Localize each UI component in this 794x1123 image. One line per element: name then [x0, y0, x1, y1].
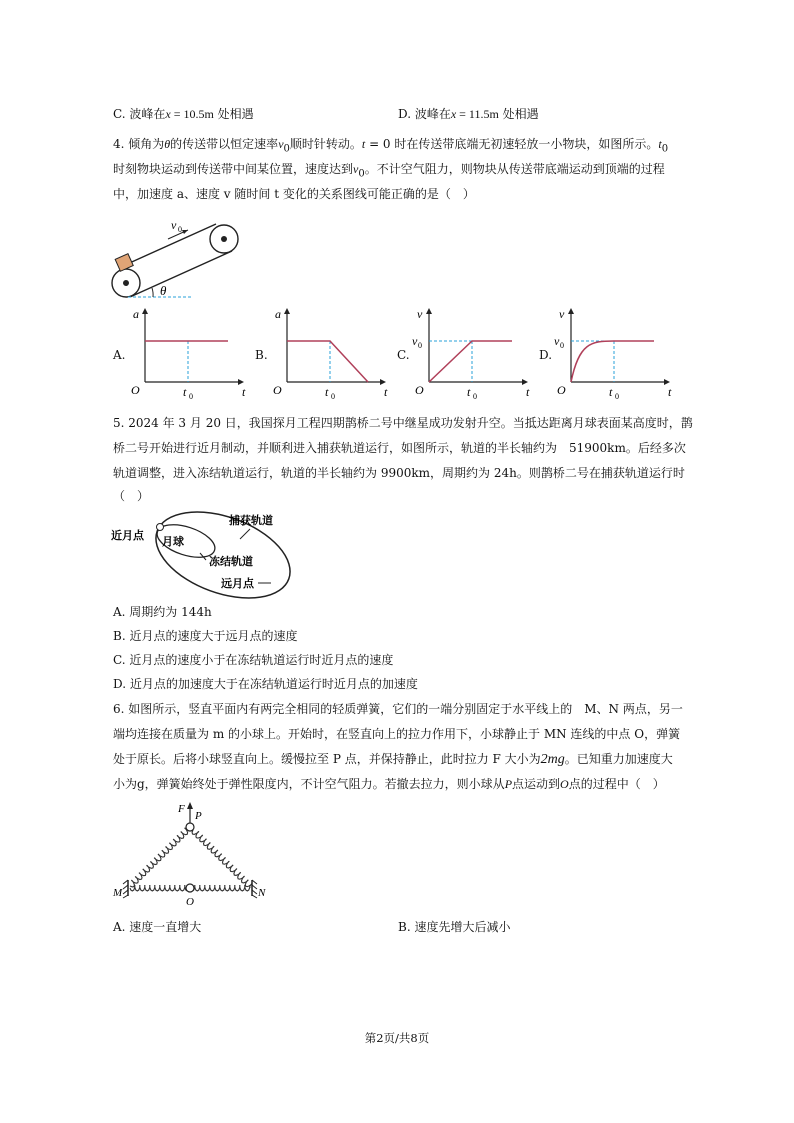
q6-line-3	[113, 752, 673, 767]
q6-line-1: 6. 如图所示，竖直平面内有两完全相同的轻质弹簧，它们的一端分别固定于水平线上的 M、N 两点，另一	[113, 702, 683, 716]
y-label: a	[275, 307, 281, 321]
q5-line-1: 5. 2024 年 3 月 20 日，我国探月工程四期鹊桥二号中继星成功发射升空。当抵达距离月球表面某高度时，鹊	[113, 416, 693, 430]
ball-at-O	[186, 884, 194, 892]
q6-line-2: 端均连接在质量为 m 的小球上。开始时，在竖直向上的拉力作用下，小球静止于 MN 连线的中点 O，弹簧	[113, 727, 681, 741]
q5-option-b: B. 近月点的速度大于远月点的速度	[113, 629, 298, 643]
v-curve	[571, 341, 654, 382]
ball-at-P	[186, 823, 194, 831]
theta: θ	[164, 137, 171, 151]
text: 小为g，弹簧始终处于弹性限度内，不计空气阻力。若撤去拉力，则小球从	[113, 777, 505, 791]
text: 点的过程中（ ）	[568, 777, 665, 791]
q6-line-4	[113, 777, 665, 791]
spring-left	[130, 828, 188, 887]
t0: t	[658, 137, 662, 151]
theta-label: θ	[160, 283, 167, 298]
a-line	[287, 341, 368, 382]
subscript: 0	[661, 143, 669, 155]
origin-label: O	[273, 383, 282, 397]
option-c-q3	[113, 107, 254, 121]
t0-label: t	[609, 385, 613, 399]
text: 处于原长。后将小球竖直向上。缓慢拉至 P 点，并保持静止，此时拉力 F 大小为	[113, 752, 541, 766]
v0-label: v	[554, 334, 560, 348]
moon-label: 月球	[162, 536, 184, 548]
label-O: O	[186, 896, 194, 908]
subscript: 0	[283, 143, 290, 155]
var-x: x	[165, 107, 171, 121]
near-label: 近月点	[111, 530, 144, 542]
angle-arc	[152, 288, 153, 297]
t: t	[361, 137, 366, 151]
q5-option-a: A. 周期约为 144h	[113, 605, 212, 619]
x-label: t	[242, 385, 246, 399]
origin-label: O	[131, 383, 140, 397]
t0-label: t	[325, 385, 329, 399]
t0-label: t	[467, 385, 471, 399]
origin-label: O	[557, 383, 566, 397]
option-d-q3	[398, 107, 539, 121]
t0-sub: 0	[189, 392, 193, 401]
origin-label: O	[415, 383, 424, 397]
text: 的传送带以恒定速率	[170, 137, 279, 151]
option-label: D.	[539, 348, 553, 362]
q5-option-c: C. 近月点的速度小于在冻结轨道运行时近月点的速度	[113, 653, 394, 667]
text: 时刻物块运动到传送带中间某位置，速度达到	[113, 162, 354, 176]
x-label: t	[384, 385, 388, 399]
q4-line-3: 中，加速度 a、速度 v 随时间 t 变化的关系图线可能正确的是（ ）	[113, 187, 475, 201]
option-tail: 处相遇	[213, 107, 254, 121]
q5-line-4: （ ）	[113, 489, 150, 503]
point-p: P	[504, 777, 513, 791]
label-F: F	[178, 803, 185, 815]
force-value: 2mg	[540, 752, 565, 767]
page-footer: 第2页/共8页	[364, 1031, 430, 1045]
q6-option-b: B. 速度先增大后减小	[398, 920, 511, 934]
y-arrow	[426, 308, 432, 314]
y-label: v	[559, 307, 565, 321]
q5-line-3: 轨道调整，进入冻结轨道运行，轨道的半长轴约为 9900km，周期约为 24h。则鹊桥二号在捕获轨道运行时	[113, 466, 685, 480]
frozen-label: 冻结轨道	[209, 556, 253, 568]
q6-option-a: A. 速度一直增大	[113, 920, 202, 934]
text: 点运动到	[512, 777, 561, 791]
x-label: t	[668, 385, 672, 399]
subscript: 0	[358, 168, 365, 180]
v0-sub: 0	[178, 225, 182, 234]
option-text: C. 波峰在	[113, 107, 166, 121]
capture-orbit	[144, 495, 302, 614]
graph-svg	[267, 306, 397, 401]
y-arrow	[284, 308, 290, 314]
option-label: A.	[113, 348, 126, 362]
v0-label: v	[171, 218, 177, 232]
graph-svg	[409, 306, 539, 401]
spring-figure	[108, 800, 278, 910]
capture-label: 捕获轨道	[229, 515, 273, 527]
text: 4. 倾角为	[113, 137, 165, 151]
q4-line-2	[113, 162, 665, 181]
v0: v	[353, 162, 359, 176]
value: = 11.5m	[456, 107, 499, 121]
block	[115, 254, 133, 272]
text: 顺时针转动。	[289, 137, 362, 151]
text: 。不计空气阻力，则物块从传送带底端运动到顶端的过程	[364, 162, 665, 176]
pulley-axle	[221, 236, 227, 242]
t0-sub: 0	[331, 392, 335, 401]
y-label: v	[417, 307, 423, 321]
text: 。已知重力加速度大	[564, 752, 673, 766]
y-label: a	[133, 307, 139, 321]
v0-sub: 0	[418, 341, 422, 350]
t0-label: t	[183, 385, 187, 399]
option-tail: 处相遇	[498, 107, 539, 121]
t0-sub: 0	[473, 392, 477, 401]
orbit-figure	[108, 503, 298, 603]
pulley-axle	[123, 280, 129, 286]
q5-line-2: 桥二号开始进行近月制动，并顺利进入捕获轨道运行，如图所示，轨道的半长轴约为 51900km。后经多次	[113, 441, 686, 455]
t0-sub: 0	[615, 392, 619, 401]
label-M: M	[113, 887, 123, 899]
v0: v	[278, 137, 284, 151]
text: = 0 时在传送带底端无初速轻放一小物块，如图所示。	[365, 137, 659, 151]
v0-sub: 0	[560, 341, 564, 350]
far-label: 远月点	[221, 578, 254, 590]
conveyor-belt-figure	[108, 215, 248, 305]
option-text: D. 波峰在	[398, 107, 451, 121]
q5-option-d: D. 近月点的加速度大于在冻结轨道运行时近月点的加速度	[113, 677, 418, 691]
y-arrow	[142, 308, 148, 314]
option-label: C.	[397, 348, 410, 362]
point-o: O	[560, 777, 569, 791]
graph-svg	[551, 306, 681, 401]
value: = 10.5m	[170, 107, 214, 121]
belt-bottom	[130, 251, 232, 297]
arrow-head	[187, 802, 193, 809]
moon-dot	[157, 524, 164, 531]
var-x: x	[450, 107, 457, 121]
x-label: t	[526, 385, 530, 399]
label-N: N	[258, 887, 266, 899]
graph-svg	[125, 306, 255, 401]
label-P: P	[195, 810, 202, 822]
option-label: B.	[255, 348, 268, 362]
leader-line	[240, 529, 250, 539]
y-arrow	[568, 308, 574, 314]
spring-right	[192, 830, 252, 887]
q4-line-1	[113, 137, 668, 156]
v0-label: v	[412, 334, 418, 348]
v-line	[429, 341, 512, 382]
